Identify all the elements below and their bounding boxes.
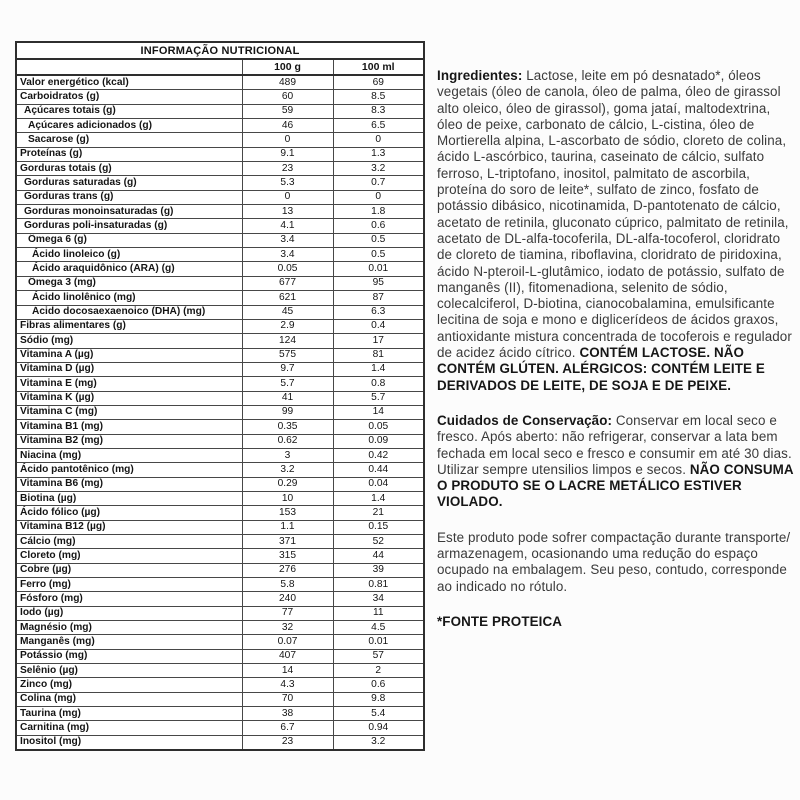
- table-row: [16, 377, 424, 391]
- value-100g: 70: [242, 692, 333, 706]
- value-100g: 3.4: [242, 248, 333, 262]
- value-100ml: 21: [333, 506, 424, 520]
- table-row: [16, 664, 424, 678]
- value-100g: 0: [242, 133, 333, 147]
- value-100g: 4.1: [242, 219, 333, 233]
- value-100g: 0.62: [242, 434, 333, 448]
- value-100g: 276: [242, 563, 333, 577]
- value-100g: 5.3: [242, 176, 333, 190]
- table-title: INFORMAÇÃO NUTRICIONAL: [16, 42, 424, 59]
- table-row: [16, 649, 424, 663]
- nutrition-rows: [16, 75, 424, 750]
- value-100ml: 1.3: [333, 147, 424, 161]
- table-row: [16, 162, 424, 176]
- value-100g: 3.2: [242, 463, 333, 477]
- value-100g: 3.4: [242, 233, 333, 247]
- value-100ml: 87: [333, 291, 424, 305]
- nutrient-label: Potássio (mg): [16, 649, 242, 663]
- nutrient-label: Valor energético (kcal): [16, 75, 242, 90]
- table-row: [16, 678, 424, 692]
- value-100ml: 0.09: [333, 434, 424, 448]
- table-row: [16, 520, 424, 534]
- value-100ml: 8.3: [333, 104, 424, 118]
- nutrient-label: Carnitina (mg): [16, 721, 242, 735]
- value-100ml: 95: [333, 276, 424, 290]
- value-100ml: 0.81: [333, 578, 424, 592]
- value-100ml: 3.2: [333, 735, 424, 750]
- table-row: [16, 319, 424, 333]
- value-100ml: 57: [333, 649, 424, 663]
- value-100g: 4.3: [242, 678, 333, 692]
- table-row: [16, 420, 424, 434]
- value-100g: 77: [242, 606, 333, 620]
- nutrient-label: Magnésio (mg): [16, 621, 242, 635]
- nutrient-label: Cloreto (mg): [16, 549, 242, 563]
- value-100ml: 11: [333, 606, 424, 620]
- nutrient-label: Vitamina B1 (mg): [16, 420, 242, 434]
- col-header-100ml: 100 ml: [333, 59, 424, 75]
- nutrient-label: Gorduras trans (g): [16, 190, 242, 204]
- nutrient-label: Fósforo (mg): [16, 592, 242, 606]
- nutrient-label: Ácido araquidônico (ARA) (g): [16, 262, 242, 276]
- value-100g: 124: [242, 334, 333, 348]
- nutrient-label: Ácido pantotênico (mg): [16, 463, 242, 477]
- value-100ml: 0.15: [333, 520, 424, 534]
- nutrient-column-header: [16, 59, 242, 75]
- nutrient-label: Inositol (mg): [16, 735, 242, 750]
- nutrient-label: Ácido docosaexaenoico (DHA) (mg): [16, 305, 242, 319]
- value-100g: 23: [242, 162, 333, 176]
- value-100g: 153: [242, 506, 333, 520]
- table-row: [16, 692, 424, 706]
- table-row: [16, 233, 424, 247]
- table-row: [16, 276, 424, 290]
- table-row: [16, 535, 424, 549]
- nutrient-label: Gorduras monoinsaturadas (g): [16, 205, 242, 219]
- table-row: [16, 348, 424, 362]
- value-100g: 0.05: [242, 262, 333, 276]
- table-row: [16, 434, 424, 448]
- value-100g: 1.1: [242, 520, 333, 534]
- table-row: [16, 448, 424, 462]
- value-100ml: 0.44: [333, 463, 424, 477]
- table-row: [16, 405, 424, 419]
- table-row: [16, 391, 424, 405]
- table-row: [16, 735, 424, 750]
- value-100ml: 14: [333, 405, 424, 419]
- value-100ml: 1.4: [333, 491, 424, 505]
- text-segment: Este produto pode sofrer compactação durante transporte/ armazenagem, ocasionando uma redução do espaço ocupado na embalagem. Seu peso, contudo, corresponde ao indicado no rótulo.: [437, 529, 791, 594]
- table-row: [16, 578, 424, 592]
- table-row: [16, 477, 424, 491]
- value-100ml: 44: [333, 549, 424, 563]
- table-header-row: [16, 59, 424, 75]
- nutrient-label: Fibras alimentares (g): [16, 319, 242, 333]
- table-row: [16, 176, 424, 190]
- value-100ml: 0.01: [333, 262, 424, 276]
- value-100g: 5.7: [242, 377, 333, 391]
- value-100ml: 0.7: [333, 176, 424, 190]
- value-100g: 240: [242, 592, 333, 606]
- nutrient-label: Vitamina K (µg): [16, 391, 242, 405]
- value-100ml: 9.8: [333, 692, 424, 706]
- value-100ml: 39: [333, 563, 424, 577]
- nutrient-label: Gorduras totais (g): [16, 162, 242, 176]
- value-100g: 3: [242, 448, 333, 462]
- nutrient-label: Ácido linoleico (g): [16, 248, 242, 262]
- table-row: [16, 248, 424, 262]
- nutrient-label: Vitamina E (mg): [16, 377, 242, 391]
- value-100ml: 69: [333, 75, 424, 90]
- value-100g: 9.1: [242, 147, 333, 161]
- nutrient-label: Ácido fólico (µg): [16, 506, 242, 520]
- value-100ml: 3.2: [333, 162, 424, 176]
- bold-text-segment: Ingredientes:: [437, 68, 527, 83]
- value-100g: 621: [242, 291, 333, 305]
- value-100g: 32: [242, 621, 333, 635]
- nutrient-label: Taurina (mg): [16, 707, 242, 721]
- nutrient-label: Manganês (mg): [16, 635, 242, 649]
- compaction-paragraph: [437, 530, 798, 595]
- nutrient-label: Açúcares adicionados (g): [16, 119, 242, 133]
- value-100g: 0: [242, 190, 333, 204]
- table-row: [16, 463, 424, 477]
- value-100ml: 1.4: [333, 362, 424, 376]
- nutrient-label: Gorduras saturadas (g): [16, 176, 242, 190]
- value-100ml: 5.7: [333, 391, 424, 405]
- nutrient-label: Ômega 3 (mg): [16, 276, 242, 290]
- value-100g: 489: [242, 75, 333, 90]
- value-100ml: 0.4: [333, 319, 424, 333]
- value-100ml: 0: [333, 190, 424, 204]
- nutrient-label: Selênio (µg): [16, 664, 242, 678]
- table-row: [16, 563, 424, 577]
- value-100g: 10: [242, 491, 333, 505]
- value-100ml: 2: [333, 664, 424, 678]
- bold-text-segment: *FONTE PROTEICA: [437, 613, 562, 629]
- value-100g: 9.7: [242, 362, 333, 376]
- table-title-row: [16, 42, 424, 59]
- table-row: [16, 104, 424, 118]
- table-row: [16, 147, 424, 161]
- value-100g: 677: [242, 276, 333, 290]
- value-100g: 6.7: [242, 721, 333, 735]
- table-row: [16, 90, 424, 104]
- storage-paragraph: [437, 413, 798, 511]
- nutrient-label: Zinco (mg): [16, 678, 242, 692]
- value-100g: 407: [242, 649, 333, 663]
- table-row: [16, 75, 424, 90]
- value-100ml: 5.4: [333, 707, 424, 721]
- value-100ml: 0.5: [333, 248, 424, 262]
- table-row: [16, 219, 424, 233]
- table-row: [16, 592, 424, 606]
- nutrient-label: Ácido linolênico (mg): [16, 291, 242, 305]
- nutrient-label: Cobre (µg): [16, 563, 242, 577]
- table-row: [16, 606, 424, 620]
- value-100ml: 1.8: [333, 205, 424, 219]
- info-panel: [437, 68, 798, 649]
- nutrient-label: Sacarose (g): [16, 133, 242, 147]
- value-100ml: 34: [333, 592, 424, 606]
- table-row: [16, 262, 424, 276]
- nutrient-label: Ômega 6 (g): [16, 233, 242, 247]
- value-100g: 371: [242, 535, 333, 549]
- table-row: [16, 190, 424, 204]
- value-100ml: 0: [333, 133, 424, 147]
- table-row: [16, 491, 424, 505]
- table-row: [16, 635, 424, 649]
- nutrient-label: Colina (mg): [16, 692, 242, 706]
- value-100ml: 6.5: [333, 119, 424, 133]
- table-row: [16, 291, 424, 305]
- value-100ml: 6.3: [333, 305, 424, 319]
- text-segment: Conservar em local seco e fresco. Após aberto: não refrigerar, conservar a lata bem fechada em local seco e fresco e consumir em até 30 dias. Utilizar sempre utensilios limpos e secos.: [437, 412, 792, 477]
- ingredients-paragraph: [437, 68, 798, 394]
- table-row: [16, 707, 424, 721]
- value-100g: 575: [242, 348, 333, 362]
- value-100ml: 0.94: [333, 721, 424, 735]
- value-100g: 41: [242, 391, 333, 405]
- value-100ml: 81: [333, 348, 424, 362]
- nutrient-label: Biotina (µg): [16, 491, 242, 505]
- value-100ml: 0.04: [333, 477, 424, 491]
- bold-text-segment: CONTÉM LACTOSE. NÃO CONTÉM GLÚTEN. ALÉRGICOS: CONTÉM LEITE E DERIVADOS DE LEITE, DE SOJA E DE PEIXE.: [437, 345, 765, 393]
- value-100g: 59: [242, 104, 333, 118]
- table-row: [16, 334, 424, 348]
- value-100g: 0.35: [242, 420, 333, 434]
- table-row: [16, 362, 424, 376]
- value-100ml: 0.01: [333, 635, 424, 649]
- nutrient-label: Vitamina C (mg): [16, 405, 242, 419]
- nutrition-table: [15, 41, 425, 751]
- protein-source-note: [437, 614, 798, 630]
- table-row: [16, 621, 424, 635]
- value-100g: 38: [242, 707, 333, 721]
- value-100g: 0.07: [242, 635, 333, 649]
- table-row: [16, 133, 424, 147]
- nutrient-label: Ferro (mg): [16, 578, 242, 592]
- bold-text-segment: Cuidados de Conservação:: [437, 412, 616, 428]
- value-100ml: 0.8: [333, 377, 424, 391]
- value-100g: 13: [242, 205, 333, 219]
- table-row: [16, 305, 424, 319]
- nutrient-label: Vitamina D (µg): [16, 362, 242, 376]
- nutrient-label: Proteínas (g): [16, 147, 242, 161]
- value-100g: 46: [242, 119, 333, 133]
- text-segment: Lactose, leite em pó desnatado*, óleos vegetais (óleo de canola, óleo de palma, óleo de girassol alto oleico, óleo de girassol), goma jataí, maltodextrina, óleo de peixe, carbonato de cálcio, L-cistina, óleo de Mortierella alpina, L-ascorbato de sódio, cloreto de colina, ácido L-ascórbico, taurina, caseinato de cálcio, sulfato ferroso, L-triptofano, inositol, palmitato de ascorbila, proteína do soro de leite*, sulfato de zinco, fosfato de potássio dibásico, nicotinamida, D-pantotenato de cálcio, acetato de retinila, gluconato cúprico, palmitato de retinila, acetato de DL-alfa-tocoferila, DL-alfa-tocoferol, cloridrato de cloreto de tiamina, riboflavina, cloridrato de piridoxina, ácido N-pteroil-L-glutâmico, iodato de potássio, sulfato de manganês (II), fitomenadiona, selenito de sódio, colecalciferol, D-biotina, cianocobalamina, emulsificante lecitina de soja e mono e diglicerídeos de ácidos graxos, antioxidante mistura concentrada de tocoferois e regulador de acidez ácido cítrico.: [437, 68, 792, 361]
- value-100ml: 0.42: [333, 448, 424, 462]
- value-100ml: 0.5: [333, 233, 424, 247]
- col-header-100g: 100 g: [242, 59, 333, 75]
- nutrient-label: Vitamina B6 (mg): [16, 477, 242, 491]
- nutrient-label: Iodo (µg): [16, 606, 242, 620]
- nutrient-label: Açúcares totais (g): [16, 104, 242, 118]
- value-100ml: 17: [333, 334, 424, 348]
- nutrient-label: Vitamina B12 (µg): [16, 520, 242, 534]
- value-100ml: 8.5: [333, 90, 424, 104]
- table-row: [16, 205, 424, 219]
- value-100g: 315: [242, 549, 333, 563]
- table-row: [16, 119, 424, 133]
- value-100ml: 52: [333, 535, 424, 549]
- value-100g: 60: [242, 90, 333, 104]
- value-100g: 14: [242, 664, 333, 678]
- table-row: [16, 721, 424, 735]
- value-100ml: 0.6: [333, 219, 424, 233]
- value-100ml: 0.6: [333, 678, 424, 692]
- bold-text-segment: NÃO CONSUMA O PRODUTO SE O LACRE METÁLICO ESTIVER VIOLADO.: [437, 461, 794, 510]
- nutrient-label: Vitamina A (µg): [16, 348, 242, 362]
- value-100g: 2.9: [242, 319, 333, 333]
- value-100g: 0.29: [242, 477, 333, 491]
- value-100g: 99: [242, 405, 333, 419]
- value-100g: 5.8: [242, 578, 333, 592]
- table-row: [16, 506, 424, 520]
- nutrient-label: Vitamina B2 (mg): [16, 434, 242, 448]
- value-100ml: 0.05: [333, 420, 424, 434]
- value-100g: 45: [242, 305, 333, 319]
- value-100g: 23: [242, 735, 333, 750]
- nutrient-label: Niacina (mg): [16, 448, 242, 462]
- value-100ml: 4.5: [333, 621, 424, 635]
- nutrient-label: Cálcio (mg): [16, 535, 242, 549]
- nutrient-label: Sódio (mg): [16, 334, 242, 348]
- nutrient-label: Gorduras poli-insaturadas (g): [16, 219, 242, 233]
- table-row: [16, 549, 424, 563]
- nutrient-label: Carboidratos (g): [16, 90, 242, 104]
